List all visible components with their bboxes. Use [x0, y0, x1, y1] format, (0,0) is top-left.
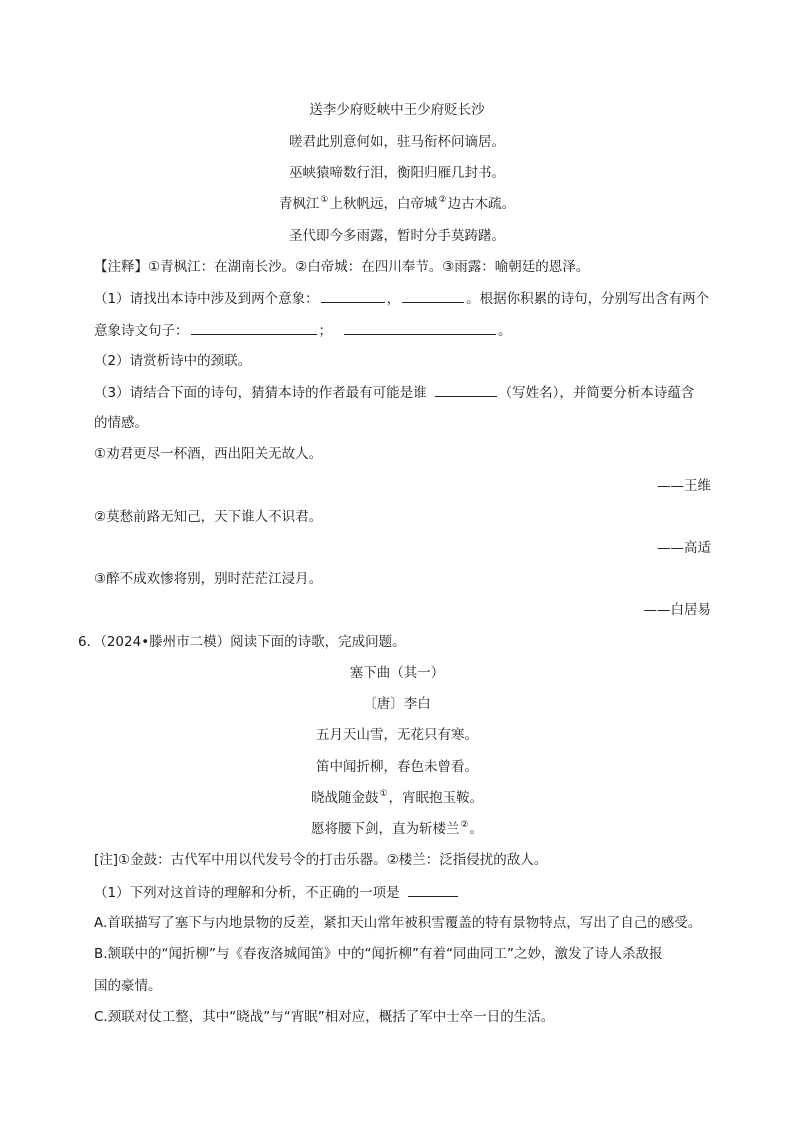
question-2: （2）请赏析诗中的颈联。	[94, 353, 252, 369]
poem2-line: 五月天山雪，无花只有寒。	[316, 727, 478, 743]
option-c: C.颈联对仗工整，其中“晓战”与“宵眠”相对应，概括了军中士卒一日的生活。	[94, 1009, 555, 1025]
q-text: （1）请找出本诗中涉及到两个意象：	[94, 291, 319, 307]
option-a: A.首联描写了塞下与内地景物的反差，紧扣天山常年被积雪覆盖的特有景物特点，写出了自己的感受。	[94, 915, 702, 931]
poem-text: 愿将腰下剑，直为斩楼兰	[310, 821, 460, 837]
notes1: 【注释】①青枫江：在湖南长沙。②白帝城：在四川奉节。③雨露：喻朝廷的恩泽。	[94, 259, 590, 275]
poem-text: 青枫江	[278, 196, 320, 212]
poem2-line: 笛中闻折柳，春色未曾看。	[316, 759, 478, 775]
answer-blank[interactable]	[321, 288, 385, 303]
q-text: ；	[318, 323, 332, 339]
answer-blank[interactable]	[344, 320, 496, 335]
poem2-line	[0, 819, 794, 841]
q-text: （写姓名），并简要分析本诗蕴含	[498, 385, 695, 401]
quote-author: ——白居易	[643, 602, 711, 618]
poem1-line	[0, 194, 794, 216]
question-1	[94, 288, 709, 309]
q-text: 意象诗文句子：	[94, 323, 189, 339]
notes2: [注]①金鼓：古代军中用以代发号令的打击乐器。②楼兰：泛指侵扰的敌人。	[94, 852, 548, 868]
quote-line: ①劝君更尽一杯酒，西出阳关无故人。	[94, 446, 323, 462]
answer-blank[interactable]	[402, 288, 464, 303]
quote-author: ——王维	[657, 478, 711, 494]
option-b-cont: 国的豪情。	[94, 978, 162, 994]
q-text: （1）下列对这首诗的理解和分析，不正确的一项是	[94, 885, 400, 901]
poem1-line: 圣代即今多雨露，暂时分手莫踌躇。	[289, 228, 505, 244]
poem-text: 边古木疏。	[447, 196, 516, 212]
question-6-1	[94, 882, 460, 903]
poem1-line: 巫峡猿啼数行泪，衡阳归雁几封书。	[289, 165, 505, 181]
note-marker: ①	[379, 789, 388, 799]
note-marker: ②	[460, 820, 469, 830]
q-text: （3）请结合下面的诗句，猜猜本诗的作者最有可能是谁	[94, 385, 427, 401]
poem-text: 晓战随金鼓	[310, 790, 379, 806]
quote-author: ——高适	[657, 540, 711, 556]
quote-line: ③醉不成欢惨将别，别时茫茫江浸月。	[94, 571, 323, 587]
q-text: ，	[386, 291, 401, 307]
quote-line: ②莫愁前路无知己，天下谁人不识君。	[94, 509, 323, 525]
q-text: 。根据你积累的诗句，分别写出含有两个	[466, 291, 710, 307]
question-3-cont: 的情感。	[94, 415, 148, 431]
poem1-line: 嗟君此别意何如，驻马衔杯问谪居。	[289, 134, 505, 150]
poem2-line	[0, 788, 794, 810]
answer-blank[interactable]	[408, 882, 458, 897]
question-1-cont	[94, 320, 512, 341]
poem-text: 上秋帆远，白帝城	[329, 196, 438, 212]
answer-blank[interactable]	[191, 320, 317, 335]
poem2-title: 塞下曲（其一）	[349, 665, 445, 681]
note-marker: ②	[438, 195, 447, 205]
item-6-heading: 6．（2024•滕州市二模）阅读下面的诗歌，完成问题。	[78, 634, 406, 650]
poem2-author: 〔唐〕李白	[363, 696, 431, 712]
poem-text: ，宵眠抱玉鞍。	[388, 790, 484, 806]
note-marker: ①	[320, 195, 329, 205]
question-3	[94, 382, 694, 403]
poem1-title: 送李少府贬峡中王少府贬长沙	[309, 102, 485, 118]
answer-blank[interactable]	[435, 382, 497, 397]
poem-text: 。	[469, 821, 484, 837]
q-text: 。	[498, 323, 512, 339]
option-b: B.颔联中的“闻折柳”与《春夜洛城闻笛》中的“闻折柳”有着“同曲同工”之妙，激发了诗人杀敌报	[94, 946, 663, 962]
